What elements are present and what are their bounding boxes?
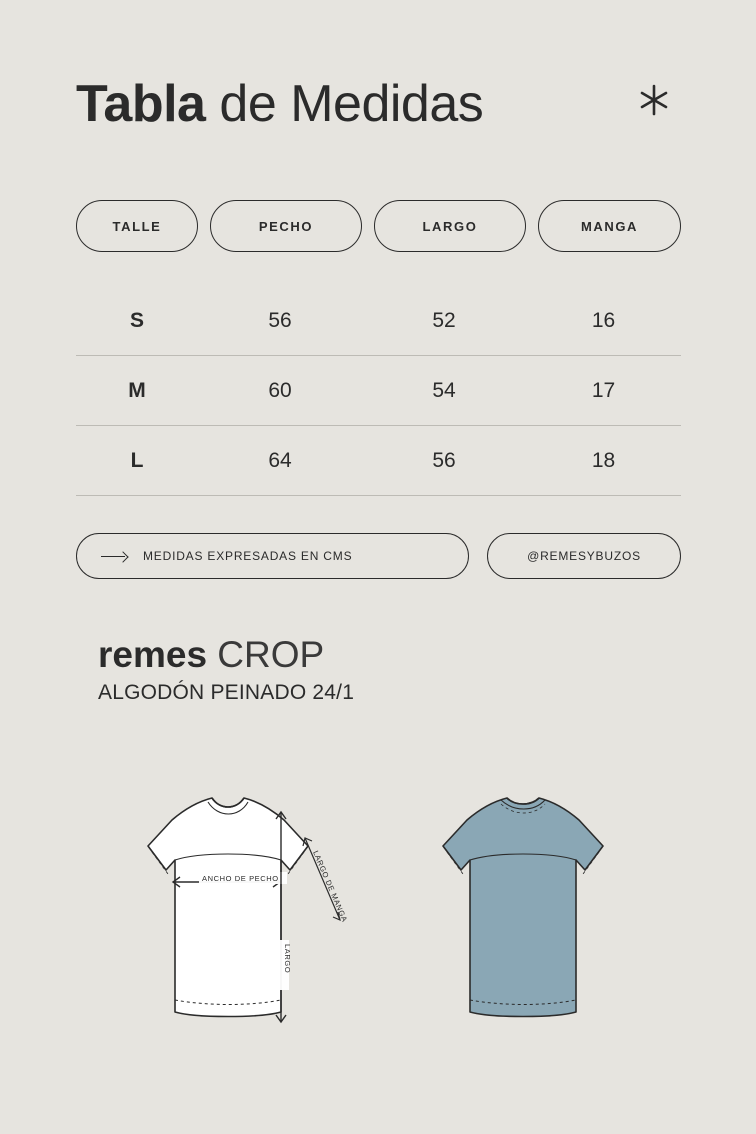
- label-length: LARGO: [283, 944, 292, 974]
- cell-largo: 52: [432, 308, 456, 332]
- header-pill-manga: MANGA: [538, 200, 681, 252]
- header-pill-talle: TALLE: [76, 200, 198, 252]
- cell-pecho: 56: [268, 308, 292, 332]
- table-row: [76, 426, 681, 496]
- cell-largo: 54: [432, 378, 456, 402]
- cell-size: S: [129, 308, 144, 332]
- cell-manga: 18: [591, 448, 616, 472]
- instagram-handle-label: @REMESYBUZOS: [527, 549, 641, 563]
- cell-pecho: 60: [268, 378, 292, 402]
- table-header-pills: [76, 200, 681, 252]
- cell-manga: 16: [591, 308, 616, 332]
- title-light: de Medidas: [205, 75, 484, 133]
- product-name-bold: remes: [98, 634, 208, 675]
- header-pill-pecho: PECHO: [210, 200, 362, 252]
- cell-size: L: [130, 448, 144, 472]
- header-pill-largo: LARGO: [374, 200, 526, 252]
- measurement-units-note: [76, 533, 469, 579]
- table-row: [76, 286, 681, 356]
- product-subtitle: ALGODÓN PEINADO 24/1: [98, 680, 355, 704]
- table-row: [76, 356, 681, 426]
- label-chest-width: ANCHO DE PECHO: [202, 874, 279, 883]
- measurement-units-label: MEDIDAS EXPRESADAS EN CMS: [143, 549, 353, 563]
- label-sleeve-length: LARGO DE MANGA: [311, 849, 350, 924]
- tshirt-back-illustration: [395, 760, 645, 1045]
- garment-illustrations: [0, 760, 756, 1050]
- arrow-right-icon: [101, 551, 127, 561]
- tshirt-front-illustration: [100, 760, 350, 1045]
- asterisk-icon: [634, 80, 674, 128]
- cell-size: M: [128, 378, 146, 402]
- cell-largo: 56: [432, 448, 456, 472]
- instagram-handle-pill[interactable]: [487, 533, 681, 579]
- product-heading: [98, 636, 354, 705]
- product-name-light: CROP: [207, 634, 325, 675]
- cell-pecho: 64: [268, 448, 292, 472]
- title-text: [76, 75, 484, 133]
- product-name: [98, 636, 354, 675]
- footer-pills: [76, 533, 681, 579]
- cell-manga: 17: [591, 378, 616, 402]
- measurements-table: [76, 286, 681, 496]
- page-title: [76, 75, 686, 133]
- title-bold: Tabla: [76, 75, 206, 133]
